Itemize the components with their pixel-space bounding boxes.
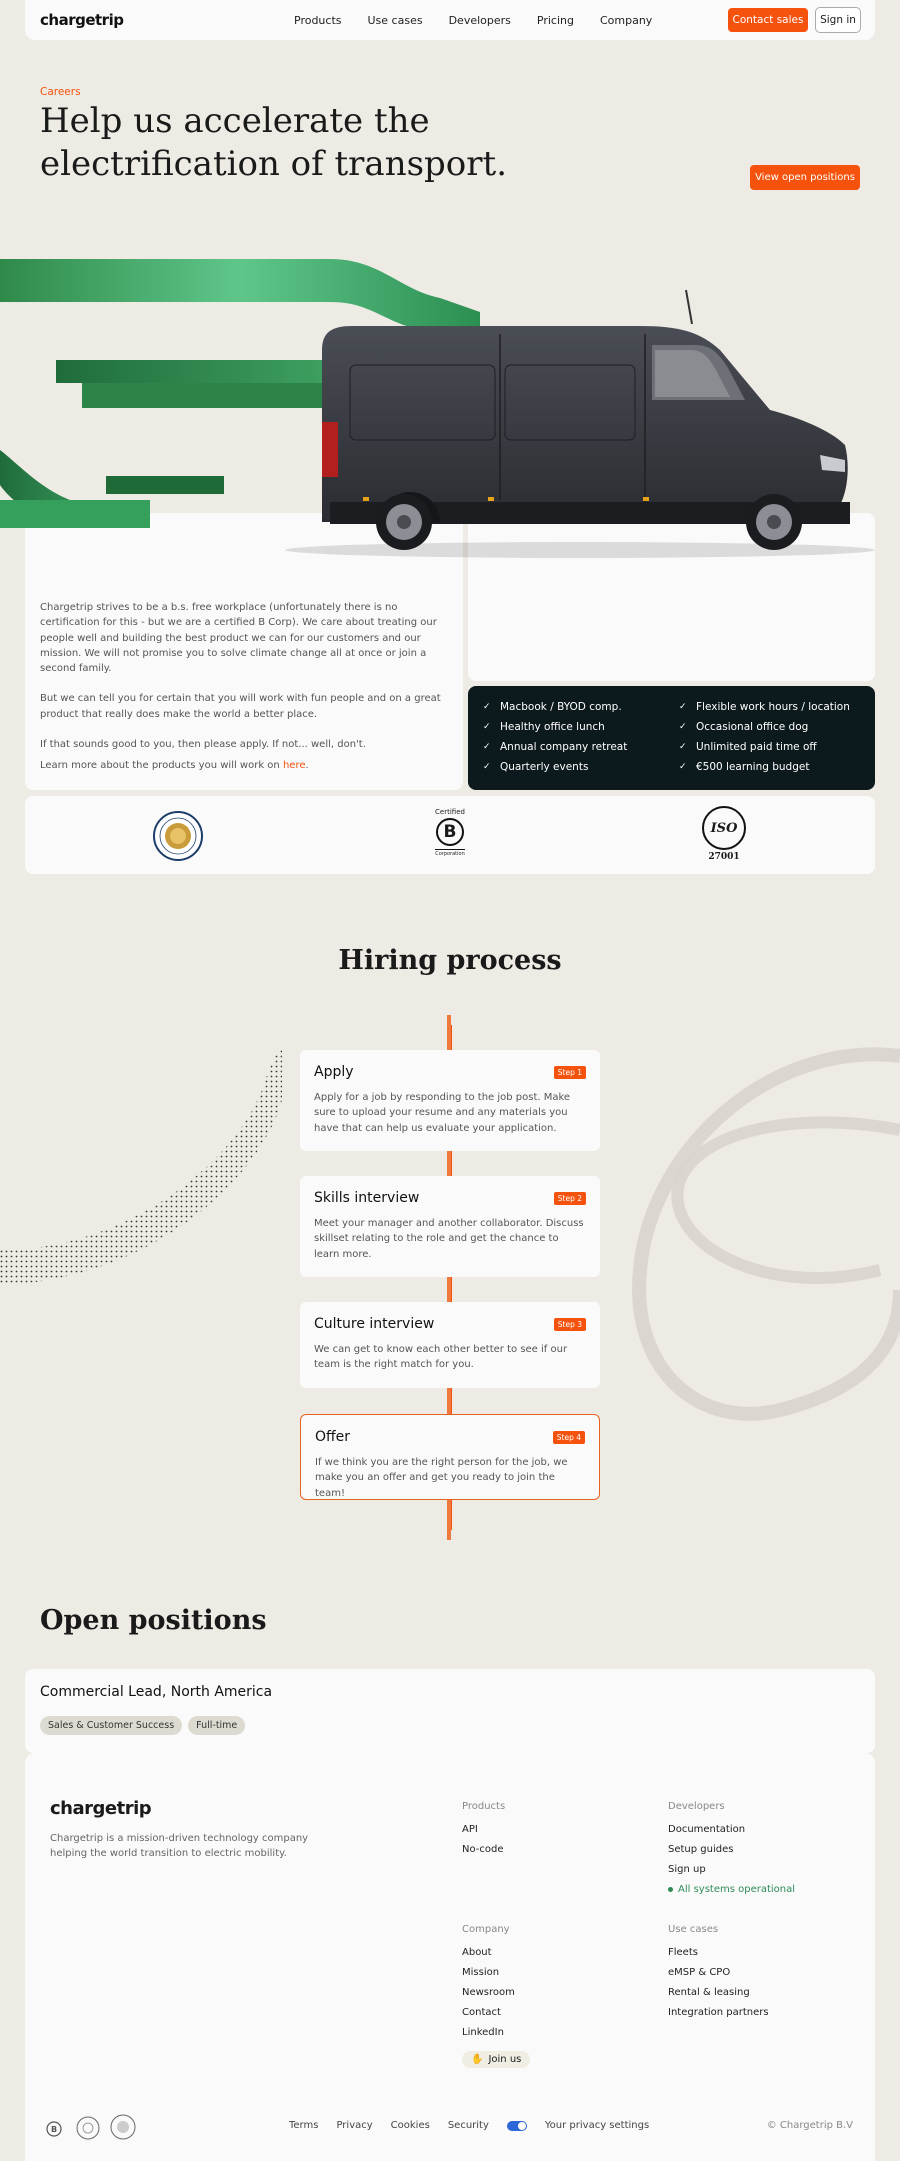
- benefit-label: Macbook / BYOD comp.: [500, 701, 622, 713]
- footer-heading: Use cases: [668, 1924, 719, 1935]
- footer-link-api[interactable]: API: [462, 1824, 478, 1835]
- page-title: Help us accelerate the electrification of transport.: [40, 101, 508, 184]
- job-tag-department: Sales & Customer Success: [40, 1716, 182, 1735]
- b-corp-divider: [435, 849, 465, 850]
- step-description: We can get to know each other better to see if our team is the right match for you.: [314, 1344, 568, 1371]
- b-corp-bottom-text: Corporation: [435, 851, 465, 857]
- footer-link-documentation[interactable]: Documentation: [668, 1824, 746, 1835]
- hiring-step-apply: [300, 1050, 600, 1151]
- step-badge: Step 3: [554, 1318, 586, 1331]
- system-status[interactable]: [668, 1884, 795, 1895]
- privacy-settings-button[interactable]: [507, 2120, 667, 2131]
- benefit-label: Occasional office dog: [696, 721, 809, 733]
- benefit-label: Annual company retreat: [500, 741, 628, 753]
- footer-products: [462, 1801, 505, 1864]
- learn-more-suffix: .: [305, 760, 309, 771]
- climate-certification-seal-icon: [152, 810, 204, 862]
- hiring-step-offer: [300, 1414, 600, 1500]
- footer-link-contact[interactable]: Contact: [462, 2007, 501, 2018]
- nav-link-pricing[interactable]: Pricing: [536, 13, 574, 27]
- b-corp-logo: [435, 808, 465, 857]
- step-badge: Step 2: [554, 1192, 586, 1205]
- footer-link-newsroom[interactable]: Newsroom: [462, 1987, 515, 1998]
- job-tag-type: Full-time: [188, 1716, 245, 1735]
- check-icon: ✓: [679, 722, 687, 732]
- status-text: All systems operational: [678, 1884, 796, 1895]
- footer-link-emsp-cpo[interactable]: eMSP & CPO: [668, 1967, 731, 1978]
- join-us-button[interactable]: [462, 2051, 530, 2068]
- footer-bottom-bar: [25, 2111, 875, 2141]
- privacy-toggle-icon: [507, 2121, 527, 2131]
- footer-use-cases: [668, 1924, 769, 2027]
- footer-link-rental-leasing[interactable]: Rental & leasing: [668, 1987, 750, 1998]
- join-us-label: Join us: [488, 2054, 522, 2065]
- check-icon: ✓: [483, 742, 491, 752]
- step-badge: Step 1: [554, 1066, 586, 1079]
- b-corp-letter: B: [443, 822, 457, 842]
- job-tags: [40, 1716, 245, 1735]
- hiring-step-culture-interview: [300, 1302, 600, 1388]
- benefit-label: €500 learning budget: [696, 761, 810, 773]
- footer-link-security[interactable]: Security: [447, 2120, 489, 2131]
- hiring-step-skills-interview: [300, 1176, 600, 1277]
- footer-link-fleets[interactable]: Fleets: [668, 1947, 698, 1958]
- step-badge: Step 4: [553, 1431, 585, 1444]
- benefit-item: [679, 740, 869, 754]
- iso-logo: [696, 806, 752, 866]
- b-corp-top-text: Certified: [435, 808, 465, 816]
- wave-hand-icon: ✋: [471, 2054, 484, 2065]
- step-description: Meet your manager and another collaborator. Discuss skillset relating to the role and get the chance to learn more.: [314, 1218, 584, 1260]
- footer-link-mission[interactable]: Mission: [462, 1967, 500, 1978]
- learn-more: [40, 760, 309, 771]
- benefit-label: Unlimited paid time off: [696, 741, 817, 753]
- footer-link-setup-guides[interactable]: Setup guides: [668, 1844, 734, 1855]
- step-title: Skills interview: [314, 1190, 420, 1206]
- intro-paragraph: But we can tell you for certain that you will work with fun people and on a great product that really does make the world a better place.: [40, 693, 441, 720]
- benefit-item: [483, 740, 679, 754]
- step-title: Culture interview: [314, 1316, 435, 1332]
- footer-developers: [668, 1801, 795, 1895]
- step-title: Offer: [315, 1429, 351, 1445]
- footer-company: [462, 1924, 530, 2068]
- eyebrow-label: Careers: [40, 86, 81, 98]
- intro-paragraph: Chargetrip strives to be a b.s. free workplace (unfortunately there is no certification for this - but we are a certified B Corp). We care about treating our people well and building the best product we can for our customers and our mission. We will not promise you to solve climate change all at once or join a second family.: [40, 602, 437, 675]
- logo[interactable]: chargetrip: [40, 11, 124, 29]
- footer-link-privacy[interactable]: Privacy: [336, 2120, 373, 2131]
- certifications-card: [25, 796, 875, 874]
- check-icon: ✓: [679, 742, 687, 752]
- step-title: Apply: [314, 1064, 354, 1080]
- learn-more-link[interactable]: here: [282, 760, 306, 771]
- footer-certification-badges-icon: [45, 2113, 145, 2141]
- footer-link-no-code[interactable]: No-code: [462, 1844, 504, 1855]
- footer-link-terms[interactable]: Terms: [289, 2120, 319, 2131]
- hiring-process-heading: Hiring process: [338, 945, 562, 976]
- step-description: Apply for a job by responding to the job post. Make sure to upload your resume and any materials you have that can help us evaluate your application.: [314, 1092, 571, 1134]
- nav-link-products[interactable]: Products: [294, 13, 342, 27]
- privacy-settings-label: Your privacy settings: [544, 2120, 650, 2131]
- job-listing[interactable]: [25, 1669, 875, 1753]
- footer-legal-links: [289, 2120, 685, 2131]
- benefit-item: [483, 720, 679, 734]
- nav-links: [294, 14, 678, 27]
- benefit-item: [483, 760, 679, 774]
- top-navbar: [25, 0, 875, 40]
- footer-link-linkedin[interactable]: LinkedIn: [462, 2027, 504, 2038]
- iso-number: 27001: [708, 852, 740, 862]
- check-icon: ✓: [483, 702, 491, 712]
- footer-heading: Products: [462, 1801, 506, 1812]
- footer-logo[interactable]: chargetrip: [50, 1798, 152, 1819]
- footer: [25, 1753, 875, 2161]
- benefit-item: [679, 720, 869, 734]
- benefit-label: Healthy office lunch: [500, 721, 605, 733]
- job-title[interactable]: Commercial Lead, North America: [40, 1684, 273, 1700]
- learn-more-text: Learn more about the products you will work on: [40, 760, 283, 771]
- copyright: © Chargetrip B.V: [766, 2120, 853, 2131]
- check-icon: ✓: [483, 722, 491, 732]
- footer-description: Chargetrip is a mission-driven technology company helping the world transition to electric mobility.: [50, 1833, 309, 1859]
- sign-in-button[interactable]: Sign in: [815, 7, 861, 33]
- footer-link-about[interactable]: About: [462, 1947, 492, 1958]
- hero-illustration: [0, 250, 900, 560]
- nav-link-company[interactable]: Company: [599, 13, 653, 27]
- status-dot-icon: [668, 1887, 673, 1892]
- svg-text:B: B: [51, 2125, 58, 2134]
- footer-link-sign-up[interactable]: Sign up: [668, 1864, 706, 1875]
- check-icon: ✓: [679, 762, 687, 772]
- benefit-item: [679, 760, 869, 774]
- benefit-item: [679, 700, 869, 714]
- nav-link-use-cases[interactable]: Use cases: [367, 13, 423, 27]
- nav-link-developers[interactable]: Developers: [448, 13, 511, 27]
- intro-text: [40, 600, 450, 767]
- view-open-positions-button[interactable]: View open positions: [750, 165, 860, 190]
- footer-heading: Developers: [668, 1801, 725, 1812]
- check-icon: ✓: [679, 702, 687, 712]
- step-description: If we think you are the right person for the job, we make you an offer and get you ready to join the team!: [315, 1457, 568, 1499]
- footer-heading: Company: [462, 1924, 510, 1935]
- footer-link-integration-partners[interactable]: Integration partners: [668, 2007, 769, 2018]
- benefit-item: [483, 700, 679, 714]
- check-icon: ✓: [483, 762, 491, 772]
- benefit-label: Flexible work hours / location: [696, 701, 850, 713]
- open-positions-heading: Open positions: [40, 1605, 267, 1636]
- iso-globe-icon: [702, 806, 746, 850]
- contact-sales-button[interactable]: Contact sales: [728, 8, 808, 32]
- benefit-label: Quarterly events: [500, 761, 589, 773]
- footer-link-cookies[interactable]: Cookies: [390, 2120, 430, 2131]
- intro-paragraph: If that sounds good to you, then please apply. If not... well, don't.: [40, 739, 366, 751]
- iso-label: ISO: [710, 820, 738, 836]
- b-corp-icon: [436, 818, 464, 846]
- benefits-list: [483, 700, 873, 774]
